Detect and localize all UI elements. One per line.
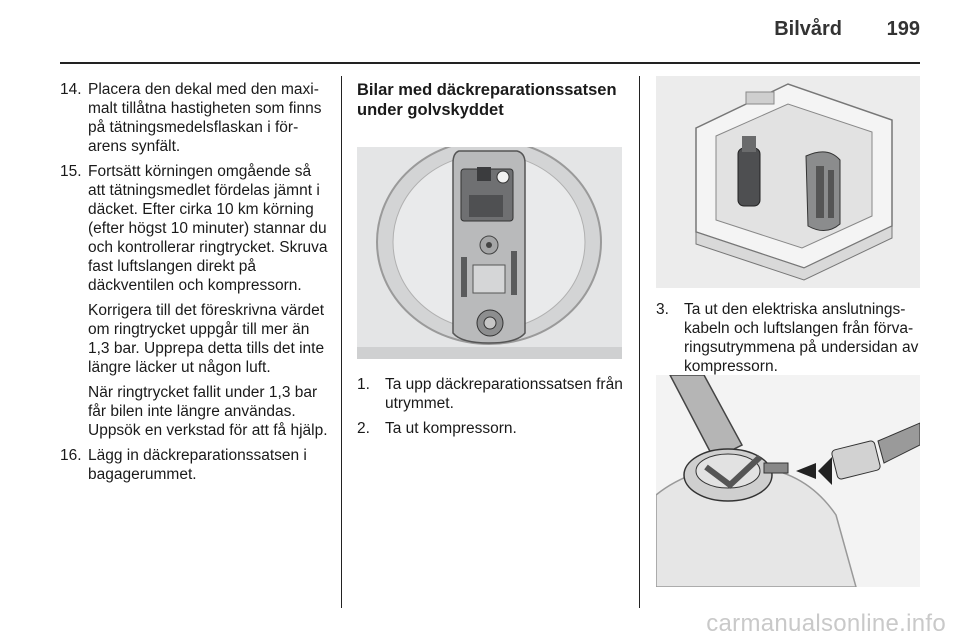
column-divider-2	[639, 76, 640, 608]
column-2	[357, 80, 623, 130]
page-number: 199	[886, 18, 920, 40]
list-item	[60, 80, 328, 156]
list-item-number: 2.	[357, 420, 370, 437]
list-item-number: 14.	[60, 81, 82, 98]
list-item-text: Ta ut kompressorn.	[385, 420, 517, 437]
paragraph-pressure-low: När ringtrycket fallit under 1,3 bar får bilen inte längre användas. Uppsök en verkstad för att få hjälp.	[88, 384, 328, 439]
list-item	[357, 419, 623, 438]
list-item	[60, 446, 328, 484]
list-item-text: Lägg in däckreparationssatsen i bagagerummet.	[88, 447, 307, 483]
list-item-number: 16.	[60, 447, 82, 464]
column-1	[60, 80, 328, 490]
list-item-number: 15.	[60, 163, 82, 180]
list-item-text: Fortsätt körningen omgående så att tätningsmedlet fördelas jämnt i däcket. Efter cirka 10 km körning (efter högst 10 minuter) stannar du och kontrollerar ringtrycket. Skruva fast luftslangen direkt på däckventilen och kompressorn.	[88, 163, 328, 294]
illustration-compressor-underside	[656, 76, 920, 288]
list-item	[656, 300, 920, 376]
list-item	[357, 375, 623, 413]
list-item	[60, 162, 328, 295]
column-2-steps	[357, 375, 623, 444]
section-title: Bilvård	[774, 18, 842, 40]
list-item-text: Ta upp däckreparationssatsen från utrymmet.	[385, 376, 623, 412]
illustration-spare-well-kit	[357, 147, 622, 359]
section-heading: Bilar med däckreparationssatsen under golvskyddet	[357, 81, 617, 119]
list-item-text: Ta ut den elektriska anslutningskabeln och luftslangen från förvaringsutrymmena på undersidan av kompressorn.	[684, 301, 919, 375]
list-item-text: Placera den dekal med den maximalt tillåtna hastigheten som finns på tätningsmedelsflaskan i förarens synfält.	[88, 81, 322, 155]
paragraph-correct-pressure: Korrigera till det föreskrivna värdet om ringtrycket uppgår till mer än 1,3 bar. Upprepa detta tills det inte längre läcker ut någon luft.	[88, 302, 325, 376]
list-item-number: 3.	[656, 301, 669, 318]
list-item-number: 1.	[357, 376, 370, 393]
watermark: carmanualsonline.info	[706, 610, 946, 637]
page-header	[60, 0, 920, 64]
column-divider-1	[341, 76, 342, 608]
column-3-steps	[656, 300, 920, 382]
illustration-hose-connection	[656, 375, 920, 587]
